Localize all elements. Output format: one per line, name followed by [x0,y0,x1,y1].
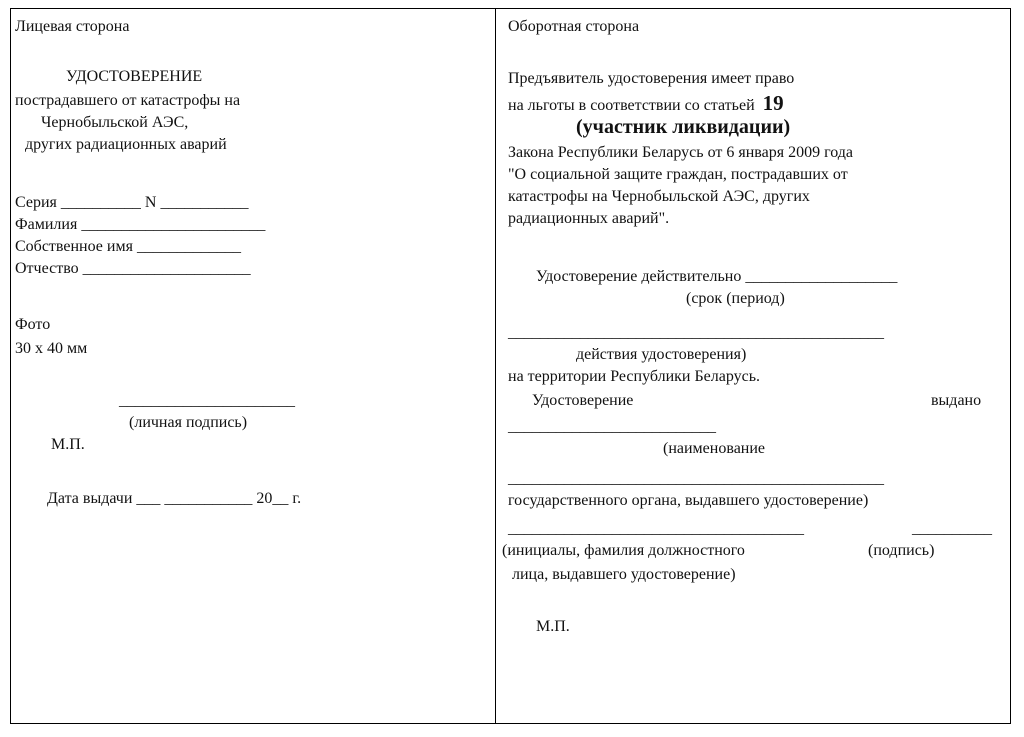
official-rule-left: _____________________________________ [508,520,804,537]
official-caption-signature: (подпись) [868,542,935,559]
certificate-subtitle-line-2: Чернобыльской АЭС, [41,114,189,131]
given-name-field: Собственное имя _____________ [15,238,241,255]
rights-line-1: Предъявитель удостоверения имеет право [508,70,795,87]
organ-caption-2: государственного органа, выдавшего удостоверение) [508,492,869,509]
signature-caption: (личная подпись) [129,414,248,431]
back-side-header: Оборотная сторона [508,18,640,35]
front-side-panel [11,9,496,723]
participant-category: (участник ликвидации) [576,116,791,138]
article-number: 19 [762,91,784,115]
back-side-panel [496,9,1010,723]
rights-line-2 [508,93,784,116]
official-caption-2: лица, выдавшего удостоверение) [512,566,736,583]
certificate-title: УДОСТОВЕРЕНИЕ [66,68,203,85]
law-line-1: Закона Республики Беларусь от 6 января 2009 года [508,144,854,161]
certificate-subtitle-line-1: пострадавшего от катастрофы на [15,92,241,109]
issued-word-2: выдано [931,392,982,409]
back-stamp-mark: М.П. [536,618,570,635]
signature-rule: ______________________ [119,392,295,409]
validity-full-rule: _______________________________________________ [508,324,884,341]
front-stamp-mark: М.П. [51,436,85,453]
series-number-field: Серия __________ N ___________ [15,194,249,211]
validity-caption-2: действия удостоверения) [576,346,747,363]
photo-size: 30 х 40 мм [15,340,88,357]
official-rule-right: __________ [912,520,992,537]
photo-label: Фото [15,316,51,333]
validity-caption-1: (срок (период) [686,290,785,307]
front-side-header: Лицевая сторона [15,18,130,35]
patronymic-field: Отчество _____________________ [15,260,251,277]
surname-field: Фамилия _______________________ [15,216,266,233]
validity-label: Удостоверение действительно [536,268,742,285]
organ-caption-1: (наименование [663,440,766,457]
official-caption-1: (инициалы, фамилия должностного [502,542,745,559]
issued-word-1: Удостоверение [532,392,634,409]
certificate-form [10,8,1011,724]
rights-line-2-text: на льготы в соответствии со статьей [508,97,755,114]
law-line-2: "О социальной защите граждан, пострадавших от [508,166,848,183]
law-line-4: радиационных аварий". [508,210,670,227]
issue-date-field: Дата выдачи ___ ___________ 20__ г. [47,490,302,507]
issued-rule: __________________________ [508,418,716,435]
organ-full-rule: _______________________________________________ [508,470,884,487]
validity-line [536,267,897,287]
law-line-3: катастрофы на Чернобыльской АЭС, других [508,188,810,205]
territory-line: на территории Республики Беларусь. [508,368,761,385]
certificate-subtitle-line-3: других радиационных аварий [25,136,227,153]
validity-rule: ___________________ [745,268,898,285]
